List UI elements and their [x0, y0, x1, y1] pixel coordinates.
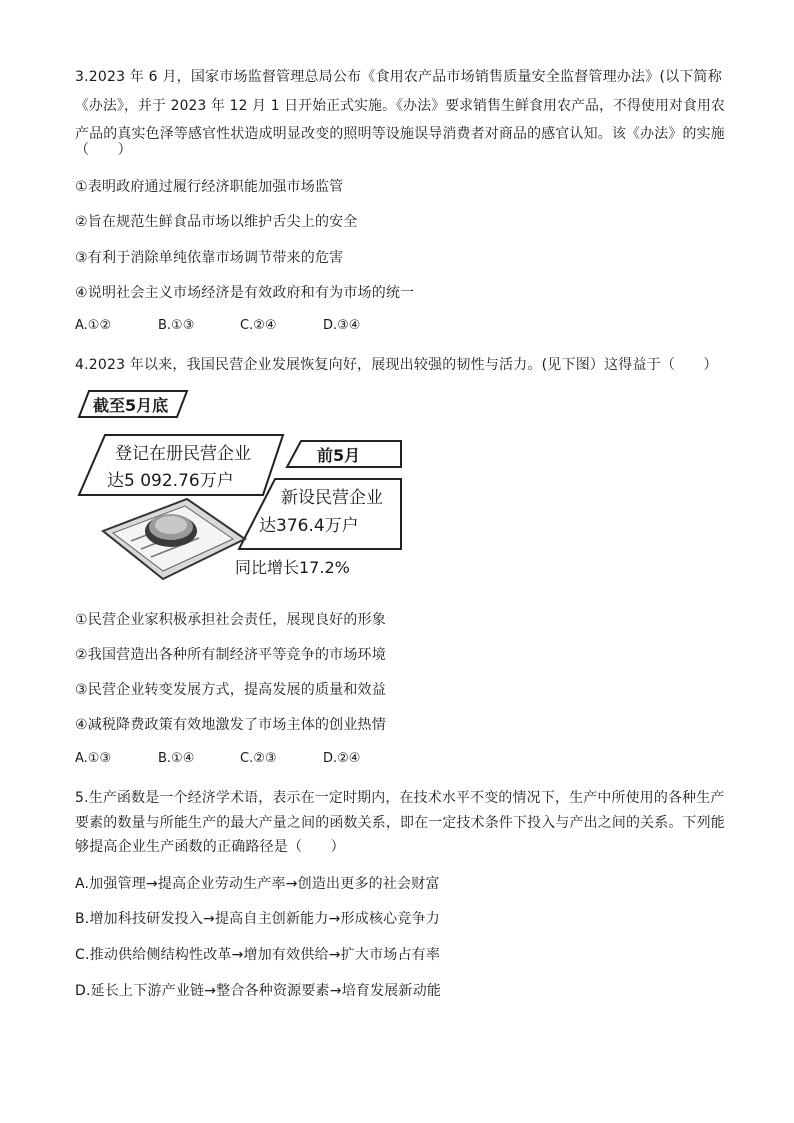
- q3-stem-line-4: （ ）: [75, 142, 132, 158]
- q5-option-b: B.增加科技研发投入→提高自主创新能力→形成核心竞争力: [75, 911, 440, 927]
- registered-line-2: 达5 092.76万户: [107, 471, 234, 491]
- q5-option-c: C.推动供给侧结构性改革→增加有效供给→扩大市场占有率: [75, 947, 441, 963]
- q4-option-c: C.②③: [240, 751, 277, 766]
- q5-stem-line-2: 要素的数量与所能生产的最大产量之间的函数关系，即在一定技术条件下投入与产出之间的关系。下列能: [75, 815, 725, 831]
- q3-stem-line-1: 3.2023 年 6 月，国家市场监督管理总局公布《食用农产品市场销售质量安全监督管理办法》(以下简称: [75, 69, 722, 85]
- q4-option-a: A.①③: [75, 751, 112, 766]
- q5-stem-line-3: 够提高企业生产函数的正确路径是（ ）: [75, 839, 345, 855]
- q3-stem-line-3: 产品的真实色泽等感官性状造成明显改变的照明等设施误导消费者对商品的感官认知。该《办法》的实施: [75, 126, 725, 142]
- q3-option-d: D.③④: [323, 318, 361, 333]
- q3-statement-1: ①表明政府通过履行经济职能加强市场监管: [75, 179, 344, 195]
- q4-option-b: B.①④: [158, 751, 195, 766]
- q4-statement-1: ①民营企业家积极承担社会责任，展现良好的形象: [75, 612, 386, 628]
- q3-stem-line-2: 《办法》，并于 2023 年 12 月 1 日开始正式实施。《办法》要求销售生鲜食用农产品，不得使用对食用农: [75, 98, 725, 114]
- q4-statement-3: ③民营企业转变发展方式，提高发展的质量和效益: [75, 682, 386, 698]
- q3-statement-3: ③有利于消除单纯依靠市场调节带来的危害: [75, 250, 344, 266]
- q3-statement-4: ④说明社会主义市场经济是有效政府和有为市场的统一: [75, 285, 415, 301]
- tag-text: 截至5月底: [93, 396, 169, 415]
- private-enterprise-figure: [75, 383, 415, 588]
- growth-text: 同比增长17.2%: [235, 558, 350, 577]
- certificate-seal-icon: [103, 499, 245, 579]
- figure-graphic: [75, 383, 415, 588]
- new-line-2: 达376.4万户: [259, 516, 359, 536]
- registered-line-1: 登记在册民营企业: [115, 444, 251, 464]
- q5-option-d: D.延长上下游产业链→整合各种资源要素→培育发展新动能: [75, 983, 442, 999]
- q4-statement-2: ②我国营造出各种所有制经济平等竞争的市场环境: [75, 647, 386, 663]
- q3-statement-2: ②旨在规范生鲜食品市场以维护舌尖上的安全: [75, 214, 358, 230]
- q3-option-a: A.①②: [75, 318, 112, 333]
- q3-option-c: C.②④: [240, 318, 277, 333]
- q5-option-a: A.加强管理→提高企业劳动生产率→创造出更多的社会财富: [75, 876, 440, 892]
- q4-option-d: D.②④: [323, 751, 361, 766]
- q3-option-b: B.①③: [158, 318, 195, 333]
- q5-stem-line-1: 5.生产函数是一个经济学术语，表示在一定时期内，在技术水平不变的情况下，生产中所使用的各种生产: [75, 790, 725, 806]
- new-line-1: 新设民营企业: [281, 488, 383, 508]
- tag2-text: 前5月: [317, 446, 361, 465]
- q4-statement-4: ④减税降费政策有效地激发了市场主体的创业热情: [75, 717, 386, 733]
- q4-stem: 4.2023 年以来，我国民营企业发展恢复向好，展现出较强的韧性与活力。(见下图）这得益于（ ）: [75, 357, 718, 373]
